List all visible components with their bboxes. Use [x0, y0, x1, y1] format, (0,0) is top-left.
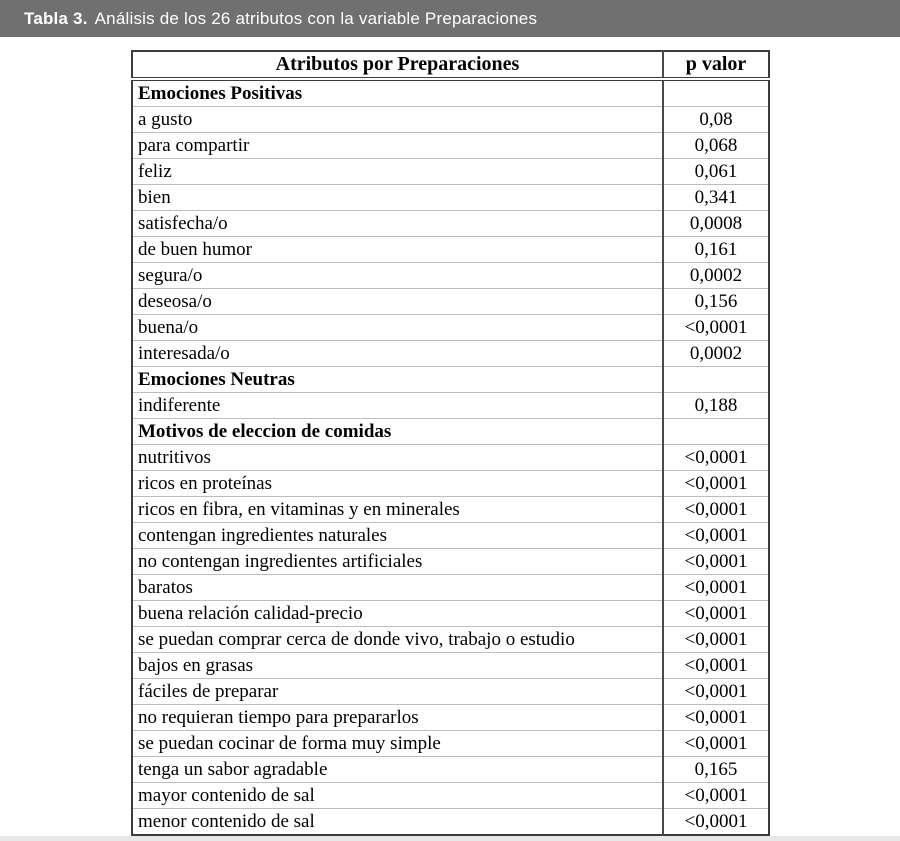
table-row — [132, 341, 769, 367]
table-row — [132, 575, 769, 601]
pvalue-cell: <0,0001 — [663, 679, 769, 705]
pvalue-cell: <0,0001 — [663, 783, 769, 809]
attribute-cell: bien — [132, 185, 663, 211]
table-row — [132, 627, 769, 653]
table-row — [132, 809, 769, 836]
attribute-cell: a gusto — [132, 107, 663, 133]
table-row — [132, 783, 769, 809]
attribute-cell: tenga un sabor agradable — [132, 757, 663, 783]
attribute-cell: de buen humor — [132, 237, 663, 263]
table-row — [132, 445, 769, 471]
attribute-cell: Emociones Neutras — [132, 367, 663, 393]
table-row — [132, 185, 769, 211]
table-row — [132, 523, 769, 549]
pvalue-cell: 0,0002 — [663, 341, 769, 367]
pvalue-cell: <0,0001 — [663, 809, 769, 836]
pvalue-cell: <0,0001 — [663, 523, 769, 549]
pvalue-cell: <0,0001 — [663, 731, 769, 757]
table-row — [132, 211, 769, 237]
attribute-cell: contengan ingredientes naturales — [132, 523, 663, 549]
table-caption-bar — [0, 0, 900, 37]
table-row — [132, 107, 769, 133]
attribute-cell: se puedan cocinar de forma muy simple — [132, 731, 663, 757]
pvalue-cell: <0,0001 — [663, 627, 769, 653]
table-row — [132, 393, 769, 419]
attribute-cell: indiferente — [132, 393, 663, 419]
table-row — [132, 315, 769, 341]
pvalue-cell: 0,0008 — [663, 211, 769, 237]
attribute-cell: no requieran tiempo para prepararlos — [132, 705, 663, 731]
pvalue-cell: <0,0001 — [663, 549, 769, 575]
attributes-table — [131, 50, 770, 836]
table-row — [132, 549, 769, 575]
pvalue-cell: 0,161 — [663, 237, 769, 263]
attribute-cell: se puedan comprar cerca de donde vivo, trabajo o estudio — [132, 627, 663, 653]
pvalue-cell: 0,08 — [663, 107, 769, 133]
section-row — [132, 419, 769, 445]
pvalue-cell: <0,0001 — [663, 653, 769, 679]
pvalue-cell: <0,0001 — [663, 601, 769, 627]
pvalue-cell — [663, 367, 769, 393]
table-row — [132, 679, 769, 705]
section-row — [132, 79, 769, 107]
pvalue-cell: <0,0001 — [663, 471, 769, 497]
table-row — [132, 237, 769, 263]
attribute-cell: deseosa/o — [132, 289, 663, 315]
pvalue-cell: <0,0001 — [663, 445, 769, 471]
attribute-cell: mayor contenido de sal — [132, 783, 663, 809]
table-row — [132, 731, 769, 757]
table-row — [132, 263, 769, 289]
attribute-cell: buena/o — [132, 315, 663, 341]
attribute-cell: fáciles de preparar — [132, 679, 663, 705]
section-row — [132, 367, 769, 393]
attribute-cell: Motivos de eleccion de comidas — [132, 419, 663, 445]
pvalue-cell: <0,0001 — [663, 705, 769, 731]
attribute-cell: no contengan ingredientes artificiales — [132, 549, 663, 575]
table-header-row — [132, 51, 769, 79]
pvalue-cell: 0,061 — [663, 159, 769, 185]
attribute-cell: bajos en grasas — [132, 653, 663, 679]
attribute-cell: baratos — [132, 575, 663, 601]
pvalue-cell: 0,165 — [663, 757, 769, 783]
table-body — [132, 79, 769, 835]
table-row — [132, 289, 769, 315]
column-header-attributes: Atributos por Preparaciones — [132, 51, 663, 79]
attribute-cell: ricos en proteínas — [132, 471, 663, 497]
table-row — [132, 497, 769, 523]
table-row — [132, 133, 769, 159]
column-header-pvalue: p valor — [663, 51, 769, 79]
table-row — [132, 601, 769, 627]
attribute-cell: satisfecha/o — [132, 211, 663, 237]
table-container — [131, 50, 900, 836]
pvalue-cell: 0,188 — [663, 393, 769, 419]
pvalue-cell — [663, 419, 769, 445]
attribute-cell: menor contenido de sal — [132, 809, 663, 836]
table-row — [132, 705, 769, 731]
pvalue-cell: <0,0001 — [663, 497, 769, 523]
table-row — [132, 471, 769, 497]
table-row — [132, 757, 769, 783]
bottom-divider — [0, 836, 900, 841]
pvalue-cell: <0,0001 — [663, 575, 769, 601]
pvalue-cell: <0,0001 — [663, 315, 769, 341]
attribute-cell: ricos en fibra, en vitaminas y en minerales — [132, 497, 663, 523]
attribute-cell: nutritivos — [132, 445, 663, 471]
attribute-cell: Emociones Positivas — [132, 79, 663, 107]
attribute-cell: para compartir — [132, 133, 663, 159]
table-row — [132, 653, 769, 679]
attribute-cell: buena relación calidad-precio — [132, 601, 663, 627]
pvalue-cell: 0,0002 — [663, 263, 769, 289]
table-caption-text: Análisis de los 26 atributos con la variable Preparaciones — [94, 8, 538, 28]
pvalue-cell — [663, 79, 769, 107]
attribute-cell: feliz — [132, 159, 663, 185]
pvalue-cell: 0,068 — [663, 133, 769, 159]
attribute-cell: interesada/o — [132, 341, 663, 367]
attribute-cell: segura/o — [132, 263, 663, 289]
table-caption-label: Tabla 3. — [24, 8, 88, 28]
pvalue-cell: 0,341 — [663, 185, 769, 211]
pvalue-cell: 0,156 — [663, 289, 769, 315]
table-row — [132, 159, 769, 185]
